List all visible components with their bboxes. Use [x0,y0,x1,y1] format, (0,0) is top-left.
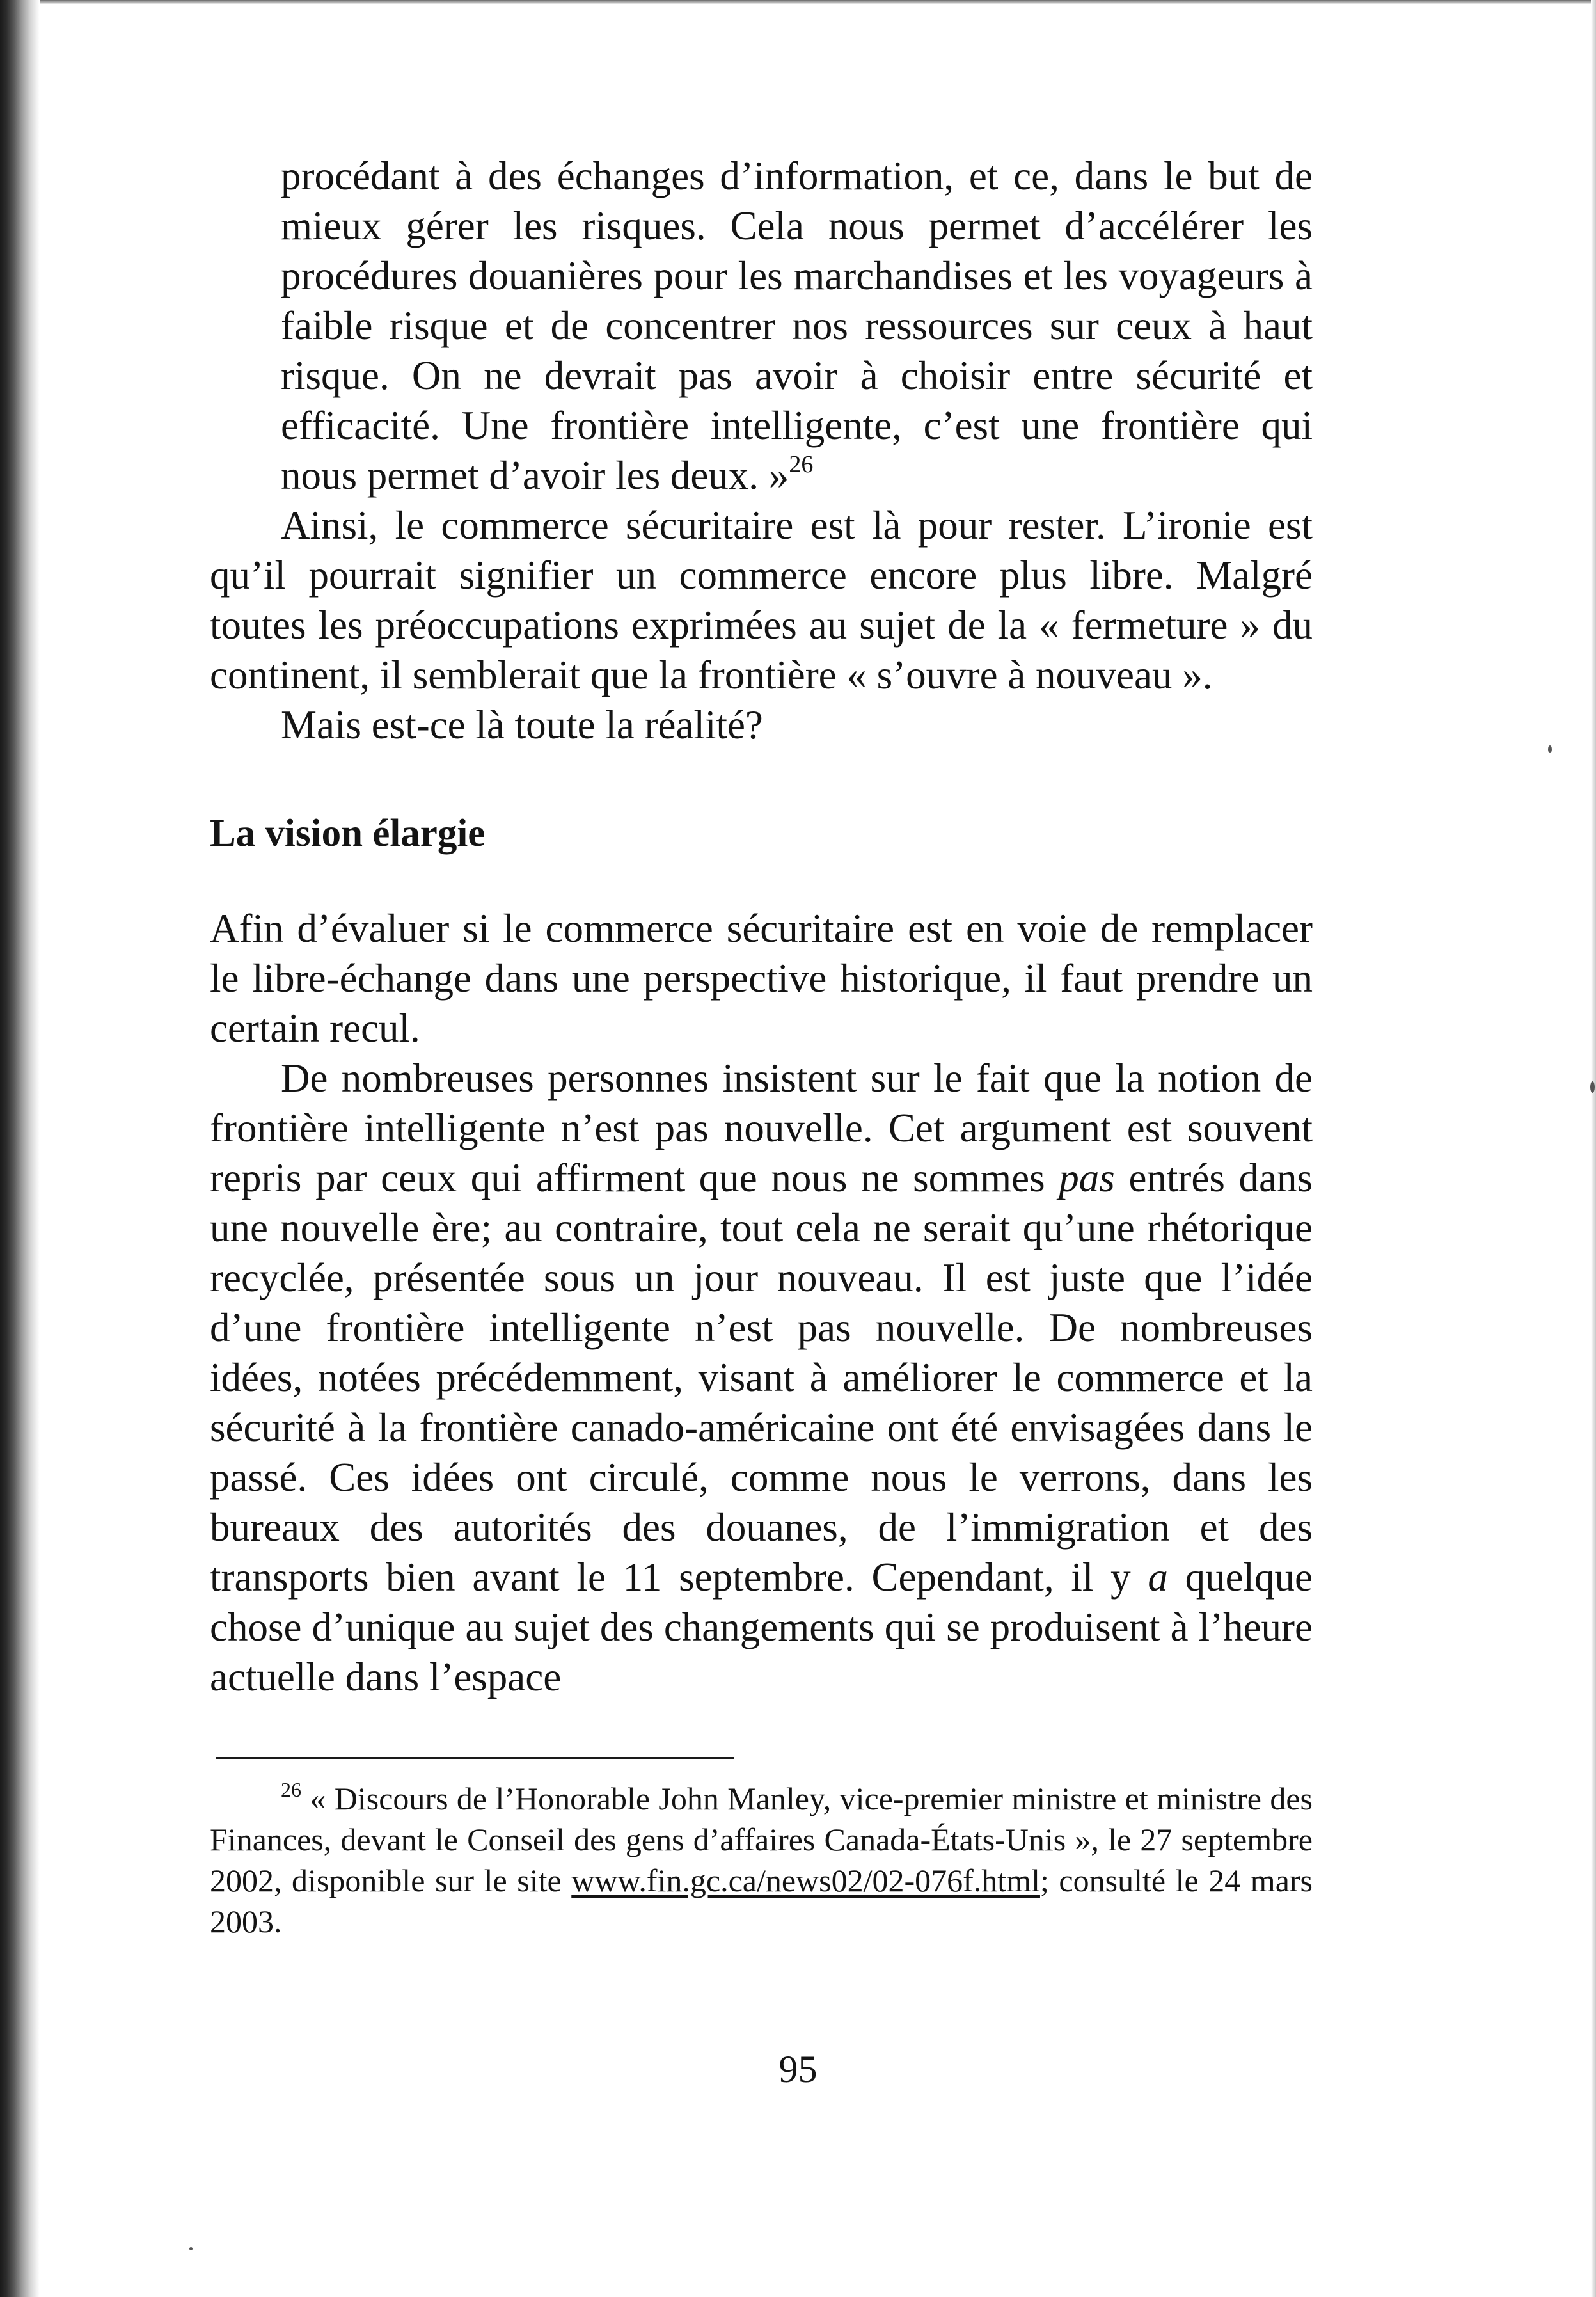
emphasis-text: pas [1059,1156,1115,1200]
section-heading: La vision élargie [210,812,486,855]
scan-speck [1548,745,1552,753]
footnote [210,1778,1313,1942]
scan-binding-shadow [0,0,40,2297]
scan-top-edge [40,0,1596,4]
footnote-marker [210,1778,301,1816]
paragraph-text: entrés dans une nouvelle ère; au contraire, tout cela ne serait qu’une rhétorique recyclée, présentée sous un jour nouveau. Il est juste que l’idée d’une frontière intelligente n’est pas nouvelle. De nombreuses idées, notées précédemment, visant à améliorer le commerce et la sécurité à la frontière canado-américaine ont été envisagées dans le passé. Ces idées ont circulé, comme nous le verrons, dans les bureaux des autorités des douanes, de l’immigration et des transports bien avant le 11 septembre. Cependant, il y [210,1156,1313,1600]
page-body [210,151,1313,1942]
paragraph-text: De nombreuses personnes insistent sur le fait que la notion de frontière intelligente n’est pas nouvelle. Cet argument est souvent repris par ceux qui affirment que nous ne sommes [210,1056,1313,1200]
scan-speck [1590,1081,1595,1093]
paragraph-afin: Afin d’évaluer si le commerce sécuritaire est en voie de remplacer le libre-échange dans une perspective historique, il faut prendre un certain recul. [210,906,1313,1051]
paragraph-question: Mais est-ce là toute la réalité? [281,703,763,747]
paragraph-text: quelque chose d’unique au sujet des changements qui se produisent à l’heure actuelle dans l’espace [210,1555,1313,1699]
footnote-text: ; consulté le 24 mars 2003. [210,1863,1313,1939]
emphasis-text: a [1148,1555,1168,1600]
footnote-text: « Discours de l’Honorable John Manley, vice-premier ministre et ministre des Finances, devant le Conseil des gens d’affaires Canada-États-Unis », le 27 septembre 2002, disponible sur le site [210,1781,1313,1898]
footnote-reference: 26 [789,451,814,478]
scan-right-edge [1591,0,1596,2297]
quote-text: procédant à des échanges d’information, et ce, dans le but de mieux gérer les risques. Cela nous permet d’accélérer les procédures douanières pour les marchandises et les voyageurs à faible risque et de concentrer nos ressources sur ceux à haut risque. On ne devrait pas avoir à choisir entre sécurité et efficacité. Une frontière intelligente, c’est une frontière qui nous permet d’avoir les deux. » [281,154,1313,498]
footnote-link[interactable]: www.fin.gc.ca/news02/02-076f.html [571,1863,1040,1898]
paragraph-nombreuses [210,1053,1313,1702]
paragraph-ainsi: Ainsi, le commerce sécuritaire est là pour rester. L’ironie est qu’il pourrait signifier un commerce encore plus libre. Malgré toutes les préoccupations exprimées au sujet de la « fermeture » du continent, il semblerait que la frontière « s’ouvre à nouveau ». [210,503,1313,697]
block-quote [210,151,1313,500]
quote-paragraph [281,151,1313,500]
page-number: 95 [778,2048,818,2090]
scan-speck [189,2247,193,2250]
footnote-divider [216,1757,734,1759]
footnote-number: 26 [281,1778,301,1801]
